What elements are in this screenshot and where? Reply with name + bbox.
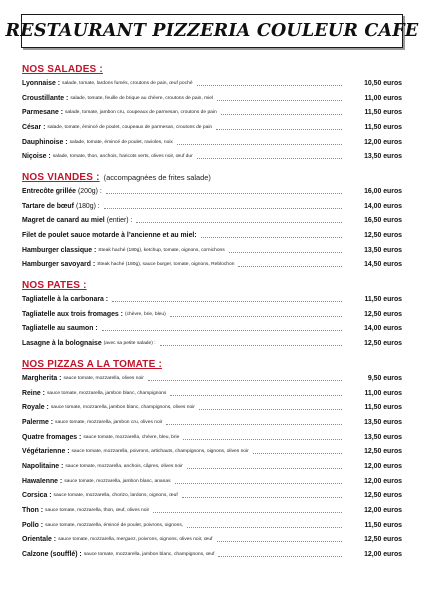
menu-item (22, 533, 402, 548)
dish-price: 12,50 euros (364, 232, 402, 240)
menu-item (22, 400, 402, 415)
dish-description: sauce tomate, mozzarella, jambon cru, olives noir (55, 419, 163, 425)
menu-item (22, 371, 402, 386)
section-title: NOS PIZZAS A LA TOMATE : (22, 359, 162, 370)
dish-description: salade, tomate, thon, anchois, haricots verts, olives noir, œuf dur (52, 154, 193, 160)
section-title: NOS PATES : (22, 280, 87, 292)
dot-leader (170, 395, 342, 396)
dish-description: sauce tomate, mozzarella, jambon blanc, champignons (46, 390, 167, 396)
menu-item (22, 336, 402, 351)
menu-item (22, 292, 402, 307)
menu-item (22, 91, 402, 106)
dish-price: 12,00 euros (364, 477, 402, 485)
dish-name: Parmesane : (22, 109, 63, 117)
menu-item (22, 199, 402, 214)
dish-price: 12,00 euros (364, 462, 402, 470)
dish-price: 13,50 euros (364, 433, 402, 441)
dish-price: 12,00 euros (364, 507, 402, 515)
dot-leader (182, 497, 342, 498)
menu-item (22, 120, 402, 135)
dish-price: 10,50 euros (364, 79, 402, 87)
menu-item (22, 149, 402, 164)
dish-name: Filet de poulet sauce motarde à l’ancienne et au miel: (22, 232, 197, 240)
dish-price: 12,00 euros (364, 138, 402, 146)
menu-item (22, 258, 402, 273)
dot-leader (170, 316, 342, 317)
menu-item (22, 386, 402, 401)
dish-name: Thon : (22, 507, 44, 515)
section-header (22, 354, 402, 370)
dish-name: César : (22, 123, 46, 131)
section-nos-salades (22, 59, 402, 164)
dish-name: Croustillante : (22, 94, 69, 102)
menu-item (22, 214, 402, 229)
dish-description: sauce tomate, mozzarella, olives noir (63, 375, 144, 381)
dot-leader (218, 556, 342, 557)
dish-price: 11,50 euros (364, 521, 402, 529)
dot-leader (197, 85, 342, 86)
dot-leader (197, 158, 342, 159)
dot-leader (148, 380, 342, 381)
dot-leader (217, 100, 342, 101)
dish-price: 11,00 euros (364, 94, 402, 102)
dish-name: Tartare de bœuf (22, 202, 74, 210)
dish-description: sauce tomate, mozzarella, chèvre, bleu, brie (83, 434, 180, 440)
dish-description: sauce tomate, mozzarella, émincé de poulet, poivrons, oignons, (45, 522, 184, 528)
dish-price: 11,50 euros (364, 296, 402, 304)
menu-item (22, 518, 402, 533)
restaurant-title: RESTAURANT PIZZERIA COULEUR CAFE (5, 21, 419, 41)
dish-description: salade, tomate, émincé de poulet, coupeaux de parmesan, croutons de pain (47, 124, 213, 130)
dish-price: 12,50 euros (364, 448, 402, 456)
menu (22, 59, 402, 565)
dish-description: sauce tomate, mozzarella, jambon blanc, ananas (64, 478, 171, 484)
menu-item (22, 322, 402, 337)
section-nos-pates (22, 275, 402, 351)
menu-item (22, 76, 402, 91)
dot-leader (183, 439, 342, 440)
dish-name: Reine : (22, 389, 45, 397)
dot-leader (221, 114, 342, 115)
menu-item (22, 474, 402, 489)
dish-description: sauce tomate, mozzarella, jambon blanc, champignons, olives noir (50, 405, 195, 411)
dot-leader (136, 222, 342, 223)
dish-price: 11,00 euros (364, 389, 402, 397)
dish-description: Steak haché (180g), sauce burger, tomate, oignons, Reblochon (97, 262, 235, 268)
dish-description: salade, tomate, lardons fumés, croutons de pain, œuf poché (62, 80, 193, 86)
dish-price: 13,50 euros (364, 246, 402, 254)
dish-name: Orientale : (22, 536, 57, 544)
dish-price: 11,50 euros (364, 109, 402, 117)
dish-price: 13,50 euros (364, 153, 402, 161)
dot-leader (253, 453, 342, 454)
menu-item (22, 184, 402, 199)
menu-item (22, 105, 402, 120)
menu-item (22, 430, 402, 445)
dot-leader (187, 527, 342, 528)
dish-name: Lyonnaise : (22, 79, 61, 87)
dish-price: 9,50 euros (367, 374, 402, 382)
dish-name: Tagliatelle à la carbonara : (22, 296, 109, 304)
dish-name: Tagliatelle au saumon : (22, 325, 98, 333)
dish-price: 12,50 euros (364, 536, 402, 544)
dish-description: sauce tomate, mozzarella, jambon blanc, champignons, œuf (83, 552, 215, 558)
section-title: NOS SALADES : (22, 64, 103, 75)
dish-price: 16,00 euros (364, 187, 402, 195)
dish-description: sauce tomate, mozzarella, merguez, poivrons, oignons, olives noir, œuf (58, 537, 213, 543)
dish-name: Quatre fromages : (22, 433, 82, 441)
dish-price: 12,00 euros (364, 551, 402, 559)
dish-description: sauce tomate, mozzarella, thon, œuf, olives noir (45, 508, 150, 514)
dish-description: (chèvre, brie, bleu) (124, 311, 166, 317)
dish-name: Niçoise : (22, 153, 51, 161)
menu-item (22, 547, 402, 562)
dot-leader (199, 409, 342, 410)
menu-item (22, 135, 402, 150)
dish-name: Calzone (soufflé) : (22, 551, 82, 559)
dish-detail: (200g) : (78, 187, 102, 195)
dot-leader (217, 541, 343, 542)
dish-description: salade, tomate, jambon cru, coupeaux de parmesan, croutons de pain (64, 110, 217, 116)
dot-leader (216, 129, 342, 130)
dish-description: salade, tomate, feuille de brique au chèvre, croutons de pain, miel (70, 95, 214, 101)
dot-leader (187, 468, 342, 469)
dot-leader (201, 237, 342, 238)
dish-price: 12,50 euros (364, 340, 402, 348)
dish-name: Hawaïenne : (22, 477, 63, 485)
dish-price: 13,50 euros (364, 418, 402, 426)
dish-description: (avec sa petite salade) : (103, 341, 156, 347)
dish-name: Pollo : (22, 521, 44, 529)
dish-price: 12,50 euros (364, 492, 402, 500)
dot-leader (160, 345, 342, 346)
dish-price: 12,50 euros (364, 310, 402, 318)
menu-item (22, 503, 402, 518)
dish-detail: (180g) : (75, 202, 100, 210)
dish-price: 11,50 euros (364, 404, 402, 412)
section-header (22, 275, 402, 291)
dot-leader (102, 330, 342, 331)
dish-price: 14,50 euros (364, 261, 402, 269)
section-header (22, 167, 402, 183)
dish-name: Hamburger classique : (22, 246, 97, 254)
dish-price: 14,00 euros (364, 325, 402, 333)
dish-name: Margherita : (22, 374, 62, 382)
menu-item (22, 228, 402, 243)
dish-name: Napolitaine : (22, 462, 64, 470)
dish-detail: (entier) : (106, 217, 133, 225)
dot-leader (177, 144, 342, 145)
section-nos-viandes (22, 167, 402, 272)
dish-description: sauce tomate, mozzarella, poivrons, artichauts, champignons, oignons, olives noir (71, 449, 249, 455)
dish-price: 16,50 euros (364, 217, 402, 225)
dish-price: 14,00 euros (364, 202, 402, 210)
menu-item (22, 489, 402, 504)
dot-leader (229, 252, 342, 253)
menu-item (22, 444, 402, 459)
dish-name: Entrecôte grillée (22, 187, 76, 195)
dish-description: sauce tomate, mozzarella, chorizo, lardons, oignons, œuf (53, 493, 178, 499)
menu-item (22, 243, 402, 258)
dish-name: Magret de canard au miel (22, 217, 105, 225)
dot-leader (112, 301, 342, 302)
dish-name: Hamburger savoyard : (22, 261, 96, 269)
title-box (5, 14, 419, 48)
dot-leader (106, 193, 342, 194)
dish-name: Royale : (22, 404, 49, 412)
section-header (22, 59, 402, 75)
dot-leader (238, 266, 342, 267)
dish-name: Dauphinoise : (22, 138, 68, 146)
dot-leader (153, 512, 342, 513)
menu-item (22, 459, 402, 474)
dot-leader (175, 483, 342, 484)
menu-item (22, 415, 402, 430)
section-nos-pizzas-a-la-tomate (22, 354, 402, 562)
dot-leader (166, 424, 342, 425)
dish-description: sauce tomate, mozzarella, anchois, câpres, olives noir (65, 463, 183, 469)
dish-name: Tagliatelle aux trois fromages : (22, 310, 123, 318)
dish-name: Palerme : (22, 418, 54, 426)
dish-name: Corsica : (22, 492, 52, 500)
menu-item (22, 307, 402, 322)
dot-leader (104, 208, 342, 209)
dish-description: Steak haché (180g), ketchup, tomate, oignons, cornichons (98, 247, 225, 253)
dish-description: salade, tomate, émincé de poulet, ravioles, noix (69, 139, 173, 145)
section-title: NOS VIANDES : (22, 172, 100, 184)
dish-name: Végétarienne : (22, 448, 70, 456)
section-note: (accompagnées de frites salade) (103, 173, 211, 183)
dish-price: 11,50 euros (364, 123, 402, 131)
dish-name: Lasagne à la bolognaise (22, 340, 102, 348)
